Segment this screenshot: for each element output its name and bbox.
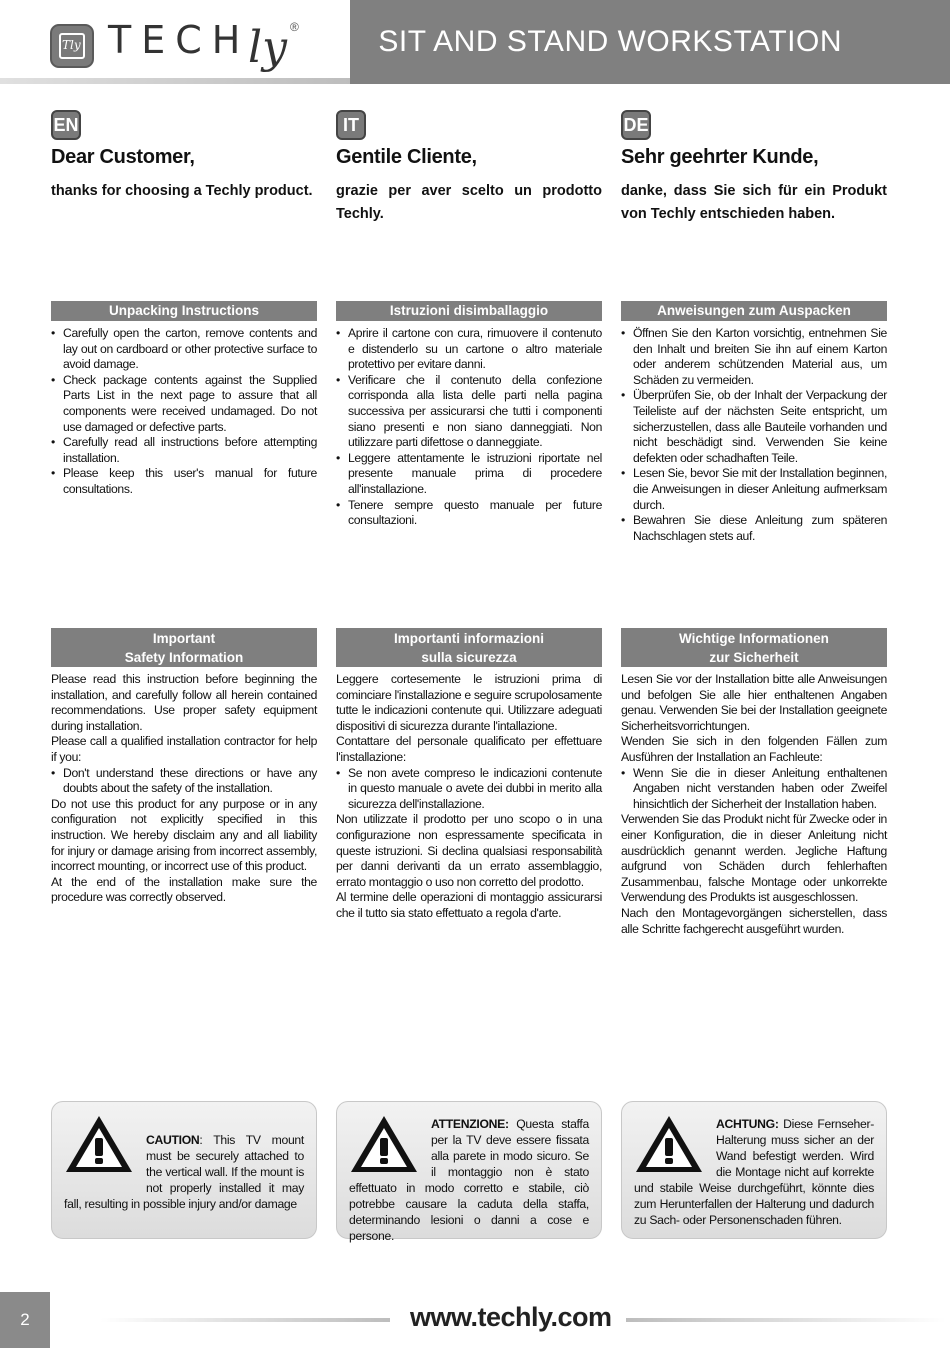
thanks-de: danke, dass Sie sich für ein Produkt von Techly entschieden haben. (621, 183, 887, 222)
greeting-en: Dear Customer, (51, 146, 195, 168)
safety-text-de (621, 672, 887, 937)
paragraph: Please call a qualified installation contractor for help if you: (51, 734, 317, 764)
paragraph: Contattare del personale qualificato per effettuare l'installazione: (336, 734, 602, 764)
caution-label: ACHTUNG: (716, 1117, 779, 1131)
list-item: • Check package contents against the Supplied Parts List in the next page to assure that all components were received undamaged. Do not use damaged or defective parts. (51, 373, 317, 435)
safety-text-it (336, 672, 602, 922)
list-item: • Aprire il cartone con cura, rimuovere il contenuto e distenderlo su un cartone o altro materiale protettivo per evitare danni. (336, 326, 602, 373)
paragraph: Please read this instruction before beginning the installation, and carefully follow all herein contained recommendations. Use proper safety equipment during installation. (51, 672, 317, 733)
paragraph: Non utilizzate il prodotto per uno scopo o in una configurazione non espressamente specificata in queste istruzioni. Si declina qualsiasi responsabilità per danni derivanti da un errato assemblaggio, errato montaggio o uso non corretto del prodotto. (336, 812, 602, 889)
safety-title-line1: Wichtige Informationen (679, 631, 829, 646)
list-item: • Verificare che il contenuto della confezione corrisponda alla lista delle parti nella pagina successiva per assicurarsi che tutti i componenti siano presenti e non siano danneggiati. Non utilizzare parti difettose o danneggiate. (336, 373, 602, 451)
unpacking-list-de (621, 326, 887, 544)
logo-registered-mark: ® (290, 20, 299, 34)
safety-title-line1: Importanti informazioni (394, 631, 544, 646)
logo-script: ly (248, 22, 287, 73)
unpacking-title-it: Istruzioni disimballaggio (336, 301, 602, 321)
footer-divider-left (100, 1318, 390, 1322)
caution-text: : This TV mount must be securely attached to the vertical wall. If the mount is not properly installed it may fall, resulting in possible injury and/or damage (64, 1133, 304, 1211)
thanks-it: grazie per aver scelto un prodotto Techly. (336, 183, 602, 222)
unpacking-list-en (51, 326, 317, 498)
safety-title-line1: Important (152, 631, 216, 646)
unpacking-list-it (336, 326, 602, 529)
paragraph: Al termine delle operazioni di montaggio assicurarsi che il tutto sia stato effettuato a regola d'arte. (336, 890, 602, 920)
footer-divider-right (626, 1318, 946, 1322)
safety-text-en (51, 672, 317, 906)
page-title: SIT AND STAND WORKSTATION (378, 25, 842, 58)
list-item: • Tenere sempre questo manuale per future consultazioni. (336, 498, 602, 529)
safety-title-line2: zur Sicherheit (709, 650, 799, 665)
list-item: • Wenn Sie die in dieser Anleitung enthaltenen Angaben nicht verstanden haben oder Zweifel hinsichtlich der Sicherheit der Installation haben. (621, 766, 887, 813)
safety-title-line2: Safety Information (124, 650, 244, 665)
list-item: • Überprüfen Sie, ob der Inhalt der Verpackung der Teileliste auf der nächsten Seite entspricht, um sicherzustellen, dass alle Bauteile vorhanden und nicht beschädigt sind. Verwenden Sie keine defekten oder schadhaften Teile. (621, 388, 887, 466)
caution-label: ATTENZIONE: (431, 1117, 509, 1131)
list-item: • Lesen Sie, bevor Sie mit der Installation beginnen, die Anweisungen in dieser Anleitung aufmerksam durch. (621, 466, 887, 513)
paragraph: At the end of the installation make sure the procedure was correctly observed. (51, 874, 317, 905)
list-item: • Carefully open the carton, remove contents and lay out on cardboard or other protective surface to avoid damage. (51, 326, 317, 373)
list-item: • Se non avete compreso le indicazioni contenute in questo manuale o avete dei dubbi in merito alla sicurezza dell'installazione. (336, 766, 602, 813)
lang-badge-en: EN (51, 110, 81, 140)
thanks-en: thanks for choosing a Techly product. (51, 183, 313, 199)
caution-box-de (621, 1101, 887, 1239)
caution-box-en (51, 1101, 317, 1239)
logo-badge-text: Tly (62, 38, 81, 52)
paragraph: Leggere cortesemente le istruzioni prima di cominciare l'installazione e seguire scrupolosamente tutte le indicazioni contenute qui. Utilizzare adeguati dispositivi di sicurezza durante l'intallazione. (336, 672, 602, 733)
logo-area (0, 0, 350, 84)
caution-label: CAUTION (146, 1133, 200, 1147)
list-item: • Carefully read all instructions before attempting installation. (51, 435, 317, 466)
logo-underline (0, 78, 350, 84)
logo-badge-icon (50, 24, 94, 68)
unpacking-title-de: Anweisungen zum Auspacken (621, 301, 887, 321)
paragraph: Nach den Montagevorgängen sicherstellen, dass alle Schritte fachgerecht ausgeführt wurden. (621, 905, 887, 936)
paragraph: Do not use this product for any purpose or in any configuration not explicitly specified in this instruction. We hereby disclaim any and all liability for injury or damage arising from incorrect assembly, incorrect mounting, or incorrect use of this product. (51, 796, 317, 874)
footer-url[interactable]: www.techly.com (410, 1302, 612, 1332)
paragraph: Lesen Sie vor der Installation bitte alle Anweisungen und befolgen Sie alle hier enthaltenen Angaben genau. Verwenden Sie bei der Installation geeignete Sicherheitsvorrichtungen. (621, 672, 887, 733)
list-item: • Bewahren Sie diese Anleitung zum späteren Nachschlagen stets auf. (621, 513, 887, 544)
safety-title-it (336, 628, 602, 667)
safety-title-de (621, 628, 887, 667)
caution-text: Questa staffa per la TV deve essere fissata alla parete in modo sicuro. Se il montaggio non è stato effettuato in modo corretto e stabile, ciò potrebbe causare la caduta della staffa, determinando lesioni o danni a cose e persone. (349, 1117, 589, 1243)
paragraph: Verwenden Sie das Produkt nicht für Zwecke oder in einer Konfiguration, die in dieser Anleitung nicht ausdrücklich genannt werden. Jegliche Haftung aufgrund von Schäden durch fehlerhaften Zusammenbau, falsche Montage oder unkorrekte Verwendung des Produkts ist ausgeschlossen. (621, 812, 887, 905)
paragraph: Wenden Sie sich in den folgenden Fällen zum Ausführen der Installation an Fachleute: (621, 734, 887, 764)
logo-wordmark: TECH (108, 18, 251, 62)
greeting-it: Gentile Cliente, (336, 146, 477, 168)
lang-badge-it: IT (336, 110, 366, 140)
list-item: • Leggere attentamente le istruzioni riportate nel presente manuale prima di procedere all'installazione. (336, 451, 602, 498)
list-item: • Öffnen Sie den Karton vorsichtig, entnehmen Sie den Inhalt und breiten Sie ihn auf einem Karton oder anderem schützenden Material aus, um Schäden zu vermeiden. (621, 326, 887, 388)
caution-text: Diese Fernseher-Halterung muss sicher an der Wand befestigt werden. Wird die Montage nicht auf korrekte und stabile Weise durchgeführt, könnte dies zum Herunterfallen der Halterung und dadurch zu Sach- oder Personenschaden führen. (634, 1117, 874, 1227)
safety-title-en (51, 628, 317, 667)
list-item: • Don't understand these directions or have any doubts about the safety of the installation. (51, 766, 317, 797)
unpacking-title-en: Unpacking Instructions (51, 301, 317, 321)
greeting-de: Sehr geehrter Kunde, (621, 146, 819, 168)
caution-box-it (336, 1101, 602, 1243)
list-item: • Please keep this user's manual for future consultations. (51, 466, 317, 497)
safety-title-line2: sulla sicurezza (421, 650, 517, 665)
page-number: 2 (0, 1292, 50, 1348)
title-bar (350, 0, 950, 84)
lang-badge-de: DE (621, 110, 651, 140)
